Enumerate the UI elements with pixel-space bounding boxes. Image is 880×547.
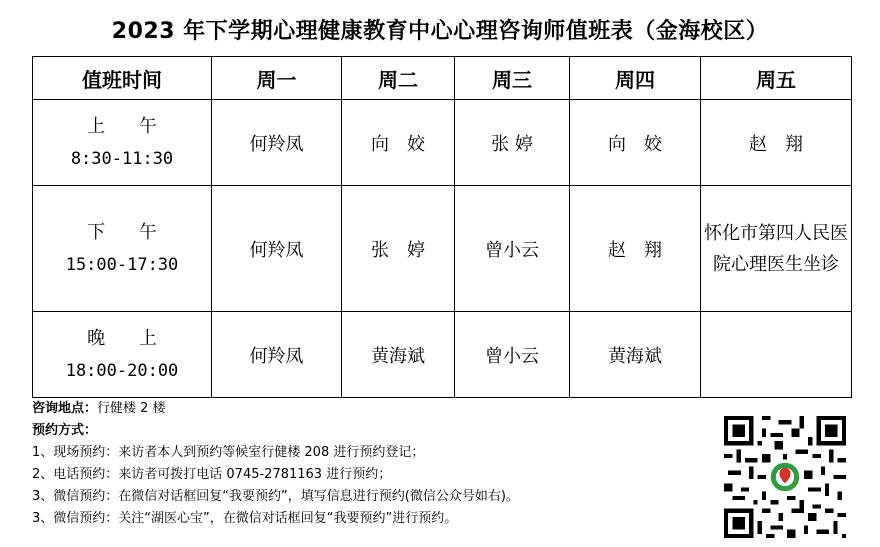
duty-cell: 赵 翔 <box>701 100 852 186</box>
header-thursday: 周四 <box>570 57 701 100</box>
time-cell <box>33 312 212 398</box>
table-row <box>33 100 852 186</box>
header-time: 值班时间 <box>33 57 212 100</box>
header-monday: 周一 <box>212 57 342 100</box>
location-label: 咨询地点： <box>32 401 98 416</box>
duty-cell: 何羚凤 <box>212 100 342 186</box>
duty-cell: 曾小云 <box>455 312 570 398</box>
time-range: 8:30-11:30 <box>70 148 174 169</box>
table-header-row <box>33 57 852 100</box>
duty-schedule-table <box>32 56 852 398</box>
duty-cell: 向 姣 <box>342 100 455 186</box>
booking-item: 3、微信预约：在微信对话框回复“我要预约”，填写信息进行预约(微信公众号如右)。 <box>32 489 519 504</box>
duty-cell: 何羚凤 <box>212 312 342 398</box>
booking-item: 3、微信预约：关注“湖医心宝”，在微信对话框回复“我要预约”进行预约。 <box>32 511 458 526</box>
period-label: 晚 上 <box>87 327 171 349</box>
booking-item: 1、现场预约：来访者本人到预约等候室行健楼 208 进行预约登记； <box>32 445 425 460</box>
qr-code-icon[interactable] <box>724 416 846 538</box>
table-row <box>33 186 852 312</box>
header-friday: 周五 <box>701 57 852 100</box>
duty-cell: 张 婷 <box>455 100 570 186</box>
duty-cell: 黄海斌 <box>570 312 701 398</box>
booking-item: 2、电话预约：来访者可拨打电话 0745-2781163 进行预约； <box>32 467 392 482</box>
booking-notes <box>32 398 692 530</box>
time-cell <box>33 186 212 312</box>
duty-cell: 张 婷 <box>342 186 455 312</box>
header-wednesday: 周三 <box>455 57 570 100</box>
duty-cell: 向 姣 <box>570 100 701 186</box>
period-label: 上 午 <box>87 115 171 137</box>
booking-label: 预约方式： <box>32 423 98 438</box>
location-line <box>32 398 692 420</box>
duty-cell: 黄海斌 <box>342 312 455 398</box>
time-range: 15:00-17:30 <box>65 254 179 275</box>
duty-cell: 何羚凤 <box>212 186 342 312</box>
duty-cell: 曾小云 <box>455 186 570 312</box>
duty-cell: 赵 翔 <box>570 186 701 312</box>
header-tuesday: 周二 <box>342 57 455 100</box>
page-title: 2023 年下学期心理健康教育中心心理咨询师值班表（金海校区） <box>111 19 769 44</box>
duty-cell-hospital: 怀化市第四人民医院心理医生坐诊 <box>701 186 852 312</box>
time-range: 18:00-20:00 <box>65 360 179 381</box>
location-value: 行健楼 2 楼 <box>97 401 166 416</box>
table-row <box>33 312 852 398</box>
period-label: 下 午 <box>87 221 171 243</box>
duty-cell-empty <box>701 312 852 398</box>
time-cell <box>33 100 212 186</box>
